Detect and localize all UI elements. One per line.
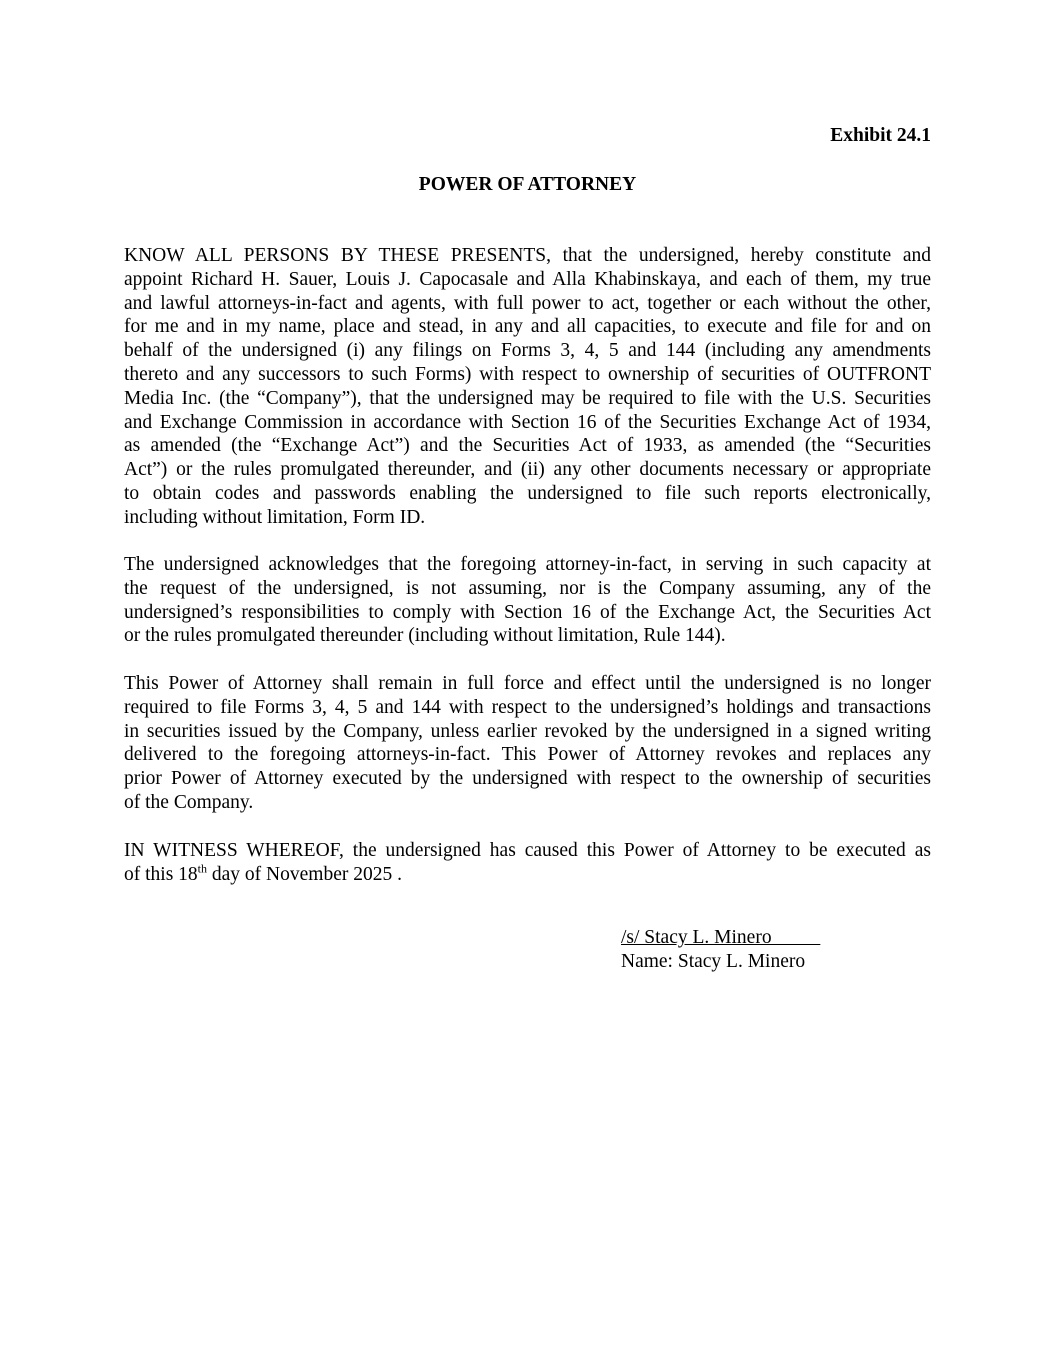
paragraph-line: appoint Richard H. Sauer, Louis J. Capocasale and Alla Khabinskaya, and each of them, my true <box>124 268 931 290</box>
paragraph-line: and lawful attorneys-in-fact and agents, with full power to act, together or each without the other, <box>124 292 931 314</box>
witness-date-line <box>124 863 931 887</box>
paragraph-acknowledgement <box>124 553 931 648</box>
signature-block <box>621 926 820 974</box>
signature-line: /s/ Stacy L. Minero <box>621 927 821 948</box>
date-ordinal: th <box>197 861 208 876</box>
paragraph-appointment <box>124 244 931 530</box>
paragraph-line: Act”) or the rules promulgated thereunder, and (ii) any other documents necessary or appropriate <box>124 459 931 481</box>
paragraph-line: and Exchange Commission in accordance with Section 16 of the Securities Exchange Act of 1934, <box>124 411 931 433</box>
paragraph-line: behalf of the undersigned (i) any filings on Forms 3, 4, 5 and 144 (including any amendments <box>124 340 931 362</box>
paragraph-witness <box>124 839 931 887</box>
paragraph-line: in securities issued by the Company, unless earlier revoked by the undersigned in a signed writing <box>124 720 931 742</box>
exhibit-number: Exhibit 24.1 <box>830 125 931 146</box>
paragraph-line: This Power of Attorney shall remain in full force and effect until the undersigned is no longer <box>124 673 931 694</box>
paragraph-line: the request of the undersigned, is not assuming, nor is the Company assuming, any of the <box>124 577 931 599</box>
paragraph-line: including without limitation, Form ID. <box>124 506 426 528</box>
paragraph-line: for me and in my name, place and stead, in any and all capacities, to execute and file for and on <box>124 316 931 338</box>
paragraph-line: Media Inc. (the “Company”), that the undersigned may be required to file with the U.S. Securities <box>124 387 931 409</box>
document-title: POWER OF ATTORNEY <box>418 174 637 195</box>
signer-name: Name: Stacy L. Minero <box>621 951 806 972</box>
paragraph-line: prior Power of Attorney executed by the undersigned with respect to the ownership of securities <box>124 768 931 790</box>
paragraph-line: thereto and any successors to such Forms) with respect to ownership of securities of OUTFRONT <box>124 363 931 385</box>
paragraph-line: to obtain codes and passwords enabling the undersigned to file such reports electronically, <box>124 482 931 504</box>
paragraph-line: required to file Forms 3, 4, 5 and 144 with respect to the undersigned’s holdings and transactions <box>124 696 931 718</box>
paragraph-line: as amended (the “Exchange Act”) and the Securities Act of 1933, as amended (the “Securities <box>124 435 931 457</box>
paragraph-duration <box>124 672 931 815</box>
paragraph-line: delivered to the foregoing attorneys-in-fact. This Power of Attorney revokes and replaces any <box>124 744 931 766</box>
paragraph-line: KNOW ALL PERSONS BY THESE PRESENTS, that the undersigned, hereby constitute and <box>124 245 931 266</box>
witness-line: IN WITNESS WHEREOF, the undersigned has caused this Power of Attorney to be executed as <box>124 840 931 861</box>
paragraph-line: or the rules promulgated thereunder (including without limitation, Rule 144). <box>124 625 726 647</box>
paragraph-line: The undersigned acknowledges that the foregoing attorney-in-fact, in serving in such capacity at <box>124 554 931 575</box>
date-suffix: day of November 2025 . <box>207 863 402 885</box>
paragraph-line: of the Company. <box>124 791 254 813</box>
paragraph-line: undersigned’s responsibilities to comply with Section 16 of the Exchange Act, the Securities Act <box>124 601 931 623</box>
date-prefix: of this 18 <box>124 863 198 885</box>
